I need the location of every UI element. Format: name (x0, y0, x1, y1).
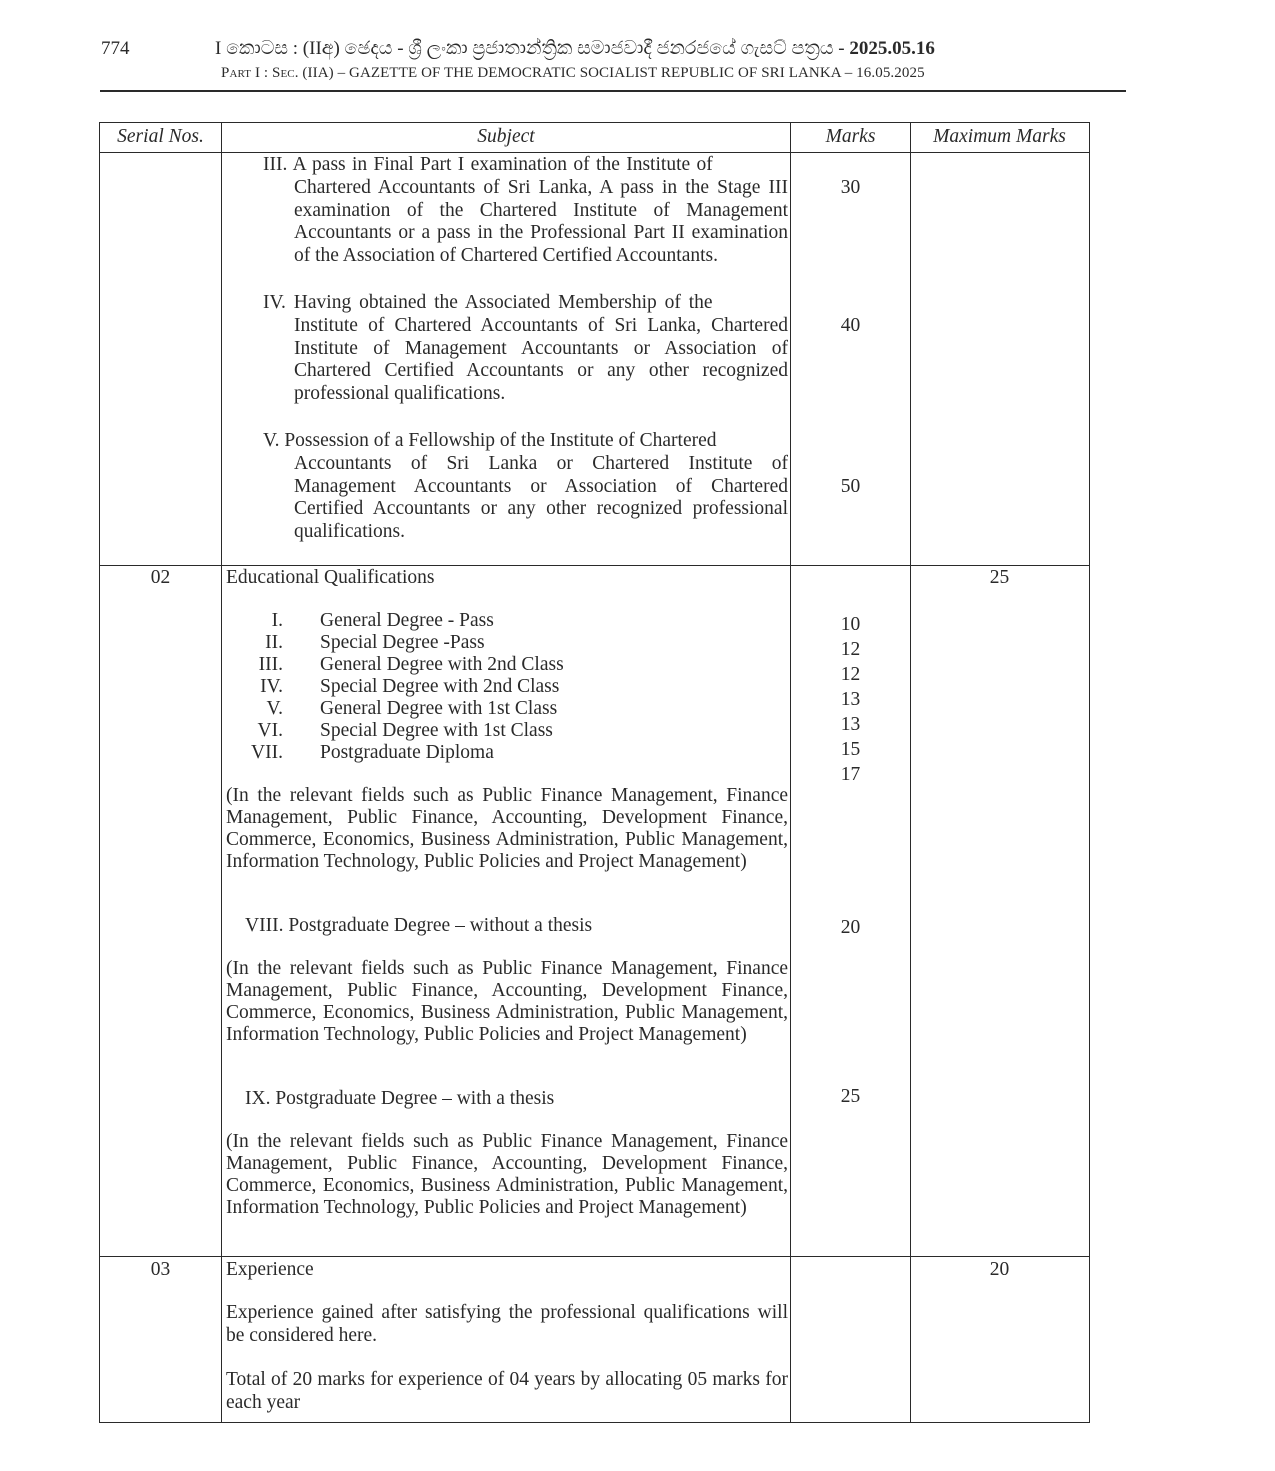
degree-mark: 12 (840, 639, 861, 660)
serial-03: 03 (150, 1259, 171, 1280)
degree-label: Special Degree with 1st Class (320, 720, 553, 741)
degree-label: Special Degree with 2nd Class (320, 676, 560, 697)
education-title: Educational Qualifications (226, 567, 435, 588)
item-III-lead: III. A pass in Final Part I examination of the Institute of (263, 154, 713, 175)
column-divider (910, 122, 911, 1422)
experience-para-2: Total of 20 marks for experience of 04 years by allocating 05 marks for each year (226, 1369, 788, 1413)
degree-mark: 17 (840, 764, 861, 785)
row-divider (99, 565, 1089, 566)
serial-02: 02 (150, 567, 171, 588)
degree-num: I. (271, 610, 283, 631)
degree-num: V. (266, 698, 283, 719)
header-part-number: I : (251, 65, 273, 81)
item-IV-marks: 40 (840, 315, 861, 336)
item-V-body: Accountants of Sri Lanka or Chartered Institute of Management Accountants or Association of Chartered Certified Accountants or any other recognized professional qualifications. (294, 453, 788, 542)
item-III-marks: 30 (840, 177, 861, 198)
degree-label: General Degree with 2nd Class (320, 654, 564, 675)
gazette-header-english (221, 65, 1021, 82)
row-divider (99, 1256, 1089, 1257)
experience-para-1: Experience gained after satisfying the professional qualifications will be considered here. (226, 1302, 788, 1346)
header-rule (100, 90, 1126, 92)
degree-mark: 13 (840, 714, 861, 735)
degree-num: II. (265, 632, 283, 653)
header-sec-word: Sec. (272, 65, 299, 81)
header-gazette-title: (IIA) – GAZETTE OF THE DEMOCRATIC SOCIALIST REPUBLIC OF SRI LANKA – 16.05.2025 (298, 65, 925, 81)
pg-with-thesis-label: IX. Postgraduate Degree – with a thesis (245, 1088, 555, 1109)
item-V-lead: V. Possession of a Fellowship of the Institute of Chartered (263, 430, 717, 451)
item-IV-lead: IV. Having obtained the Associated Membership of the (263, 292, 713, 313)
degree-num: III. (258, 654, 283, 675)
sinhala-title: I කොටස : (IIඅ) ඡෙදය - ශ්‍රී ලංකා ප්‍රජාතාන්ත්‍රික සමාජවාදී ජනරජයේ ගැසට් පත්‍රය - (215, 38, 850, 59)
col-header-serial: Serial Nos. (117, 126, 204, 147)
degree-num: VII. (251, 742, 283, 763)
pg-with-thesis-marks: 25 (840, 1086, 861, 1107)
degree-label: Special Degree -Pass (320, 632, 485, 653)
col-header-maximum: Maximum Marks (933, 126, 1066, 147)
col-header-subject: Subject (477, 126, 535, 147)
column-divider (221, 122, 222, 1422)
experience-title: Experience (226, 1259, 314, 1280)
degree-mark: 15 (840, 739, 861, 760)
degree-mark: 13 (840, 689, 861, 710)
experience-max-marks: 20 (989, 1259, 1010, 1280)
page-number: 774 (101, 38, 130, 59)
degree-mark: 12 (840, 664, 861, 685)
degree-label: General Degree with 1st Class (320, 698, 558, 719)
degree-label: Postgraduate Diploma (320, 742, 494, 763)
pg-without-thesis-label: VIII. Postgraduate Degree – without a thesis (245, 915, 593, 936)
degree-num: VI. (257, 720, 283, 741)
education-max-marks: 25 (989, 567, 1010, 588)
header-part-word: Part (221, 65, 252, 81)
gazette-header-sinhala (215, 38, 1015, 60)
item-V-marks: 50 (840, 476, 861, 497)
pg-without-thesis-marks: 20 (840, 917, 861, 938)
sinhala-date: 2025.05.16 (849, 38, 935, 59)
degree-label: General Degree - Pass (320, 610, 494, 631)
fields-note: (In the relevant fields such as Public Finance Management, Finance Management, Public Finance, Accounting, Development Finance, Commerce, Economics, Business Administration, Public Management, Information Technology, Public Policies and Project Management) (226, 958, 788, 1045)
col-header-marks: Marks (825, 126, 876, 147)
fields-note: (In the relevant fields such as Public Finance Management, Finance Management, Public Finance, Accounting, Development Finance, Commerce, Economics, Business Administration, Public Management, Information Technology, Public Policies and Project Management) (226, 1131, 788, 1218)
header-row-divider (99, 152, 1089, 153)
item-III-body: Chartered Accountants of Sri Lanka, A pass in the Stage III examination of the Chartered Institute of Management Accountants or a pass in the Professional Part II examination of the Association of Chartered Certified Accountants. (294, 177, 788, 266)
degree-mark: 10 (840, 614, 861, 635)
fields-note: (In the relevant fields such as Public Finance Management, Finance Management, Public Finance, Accounting, Development Finance, Commerce, Economics, Business Administration, Public Management, Information Technology, Public Policies and Project Management) (226, 785, 788, 872)
item-IV-body: Institute of Chartered Accountants of Sri Lanka, Chartered Institute of Management Accountants or Association of Chartered Certified Accountants or any other recognized professional qualifications. (294, 315, 788, 404)
degree-num: IV. (260, 676, 283, 697)
